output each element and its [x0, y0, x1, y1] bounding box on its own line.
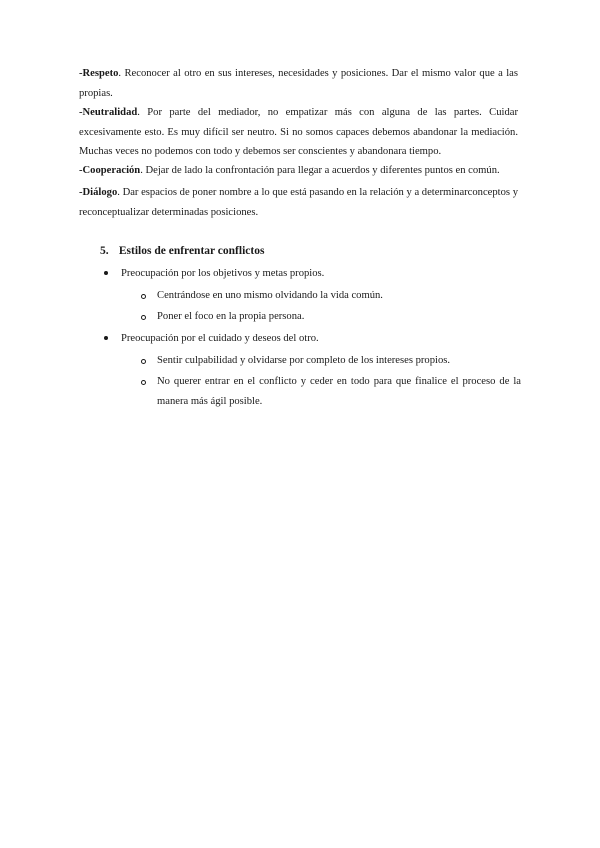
term-neutralidad: -Neutralidad [79, 107, 138, 118]
circle-bullet-icon [141, 380, 146, 385]
sub-list-item-text: Poner el foco en la propia persona. [157, 311, 305, 322]
sub-list-item-text: Sentir culpabilidad y olvidarse por completo de los intereses propios. [157, 355, 451, 366]
section-heading [100, 245, 264, 257]
text-cooperacion: . Dejar de lado la confrontación para llegar a acuerdos y diferentes puntos en común. [140, 165, 500, 176]
circle-bullet-icon [141, 294, 146, 299]
list-item-text: Preocupación por el cuidado y deseos del otro. [121, 333, 319, 344]
paragraph-neutralidad [79, 103, 518, 162]
circle-bullet-icon [141, 359, 146, 364]
paragraph-dialogo [79, 183, 518, 222]
list-item-text: Preocupación por los objetivos y metas propios. [121, 268, 325, 279]
paragraph-cooperacion [79, 161, 518, 181]
section-number: 5. [100, 245, 109, 257]
term-cooperacion: -Cooperación [79, 165, 141, 176]
text-dialogo: . Dar espacios de poner nombre a lo que está pasando en la relación y a determinarconceptos y reconceptualizar determinadas posiciones. [79, 187, 518, 218]
circle-bullet-icon [141, 315, 146, 320]
text-neutralidad: . Por parte del mediador, no empatizar más con alguna de las partes. Cuidar excesivamente esto. Es muy difícil ser neutro. Si no somos capaces debemos abandonar la mediación. Muchas veces no podemos con todo y debemos ser conscientes y abandonara tiempo. [79, 107, 518, 157]
section-title: Estilos de enfrentar conflictos [118, 245, 265, 257]
bullet-icon [104, 336, 108, 340]
sub-list-item-text: Centrándose en uno mismo olvidando la vida común. [157, 290, 383, 301]
term-dialogo: -Diálogo [79, 187, 118, 198]
term-respeto: -Respeto [79, 68, 119, 79]
sub-list-item-text: No querer entrar en el conflicto y ceder en todo para que finalice el proceso de la manera más ágil posible. [157, 376, 521, 407]
text-respeto: . Reconocer al otro en sus intereses, necesidades y posiciones. Dar el mismo valor que a las propias. [79, 68, 518, 99]
bullet-icon [104, 271, 108, 275]
paragraph-respeto [79, 64, 518, 103]
